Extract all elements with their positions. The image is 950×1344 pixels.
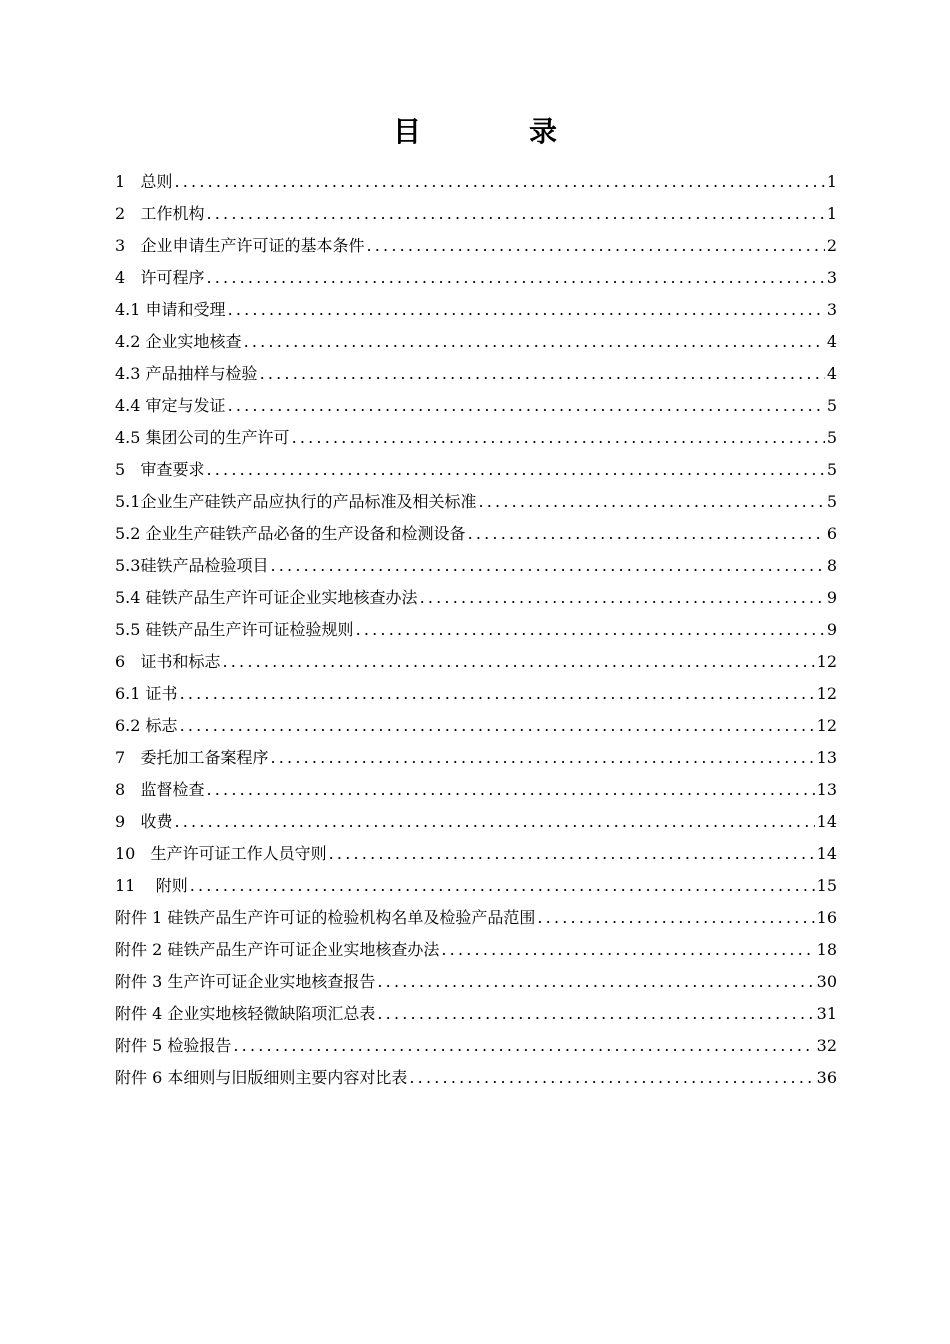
toc-entry-page-number: 14 xyxy=(816,844,837,863)
toc-dot-leader xyxy=(366,230,824,262)
toc-dot-leader xyxy=(292,422,825,454)
toc-dot-leader xyxy=(270,550,824,582)
toc-dot-leader xyxy=(468,518,825,550)
toc-entry-number: 5.3 xyxy=(115,556,141,575)
toc-entry-title: 企业实地核查 xyxy=(145,332,242,351)
toc-entry[interactable] xyxy=(115,774,837,806)
toc-entry-page-number: 12 xyxy=(816,716,837,735)
toc-entry[interactable] xyxy=(115,230,837,262)
toc-entry-number: 5.4 xyxy=(115,588,141,607)
toc-entry-number: 4.4 xyxy=(115,396,141,415)
toc-entry-title: 硅铁产品生产许可证企业实地核查办法 xyxy=(167,940,440,959)
toc-entry-title: 生产许可证工作人员守则 xyxy=(150,844,327,863)
toc-entry-number: 5.1 xyxy=(115,492,141,511)
toc-entry-page-number: 18 xyxy=(816,940,837,959)
toc-entry-gap xyxy=(125,774,140,806)
toc-entry[interactable] xyxy=(115,1030,837,1062)
toc-entry[interactable] xyxy=(115,966,837,998)
toc-entry-title: 审定与发证 xyxy=(145,396,226,415)
toc-dot-leader xyxy=(174,166,824,198)
toc-list xyxy=(115,166,837,1094)
toc-entry-page-number: 32 xyxy=(816,1036,837,1055)
toc-entry-gap xyxy=(125,198,140,230)
toc-entry-gap xyxy=(125,742,140,774)
toc-entry-number: 附件 1 xyxy=(115,908,163,927)
toc-entry[interactable] xyxy=(115,518,837,550)
toc-dot-leader xyxy=(478,486,824,518)
toc-entry-page-number: 15 xyxy=(816,876,837,895)
toc-entry-page-number: 5 xyxy=(826,428,837,447)
toc-entry[interactable] xyxy=(115,742,837,774)
toc-dot-leader xyxy=(270,742,814,774)
toc-dot-leader xyxy=(228,294,825,326)
toc-entry-title: 证书 xyxy=(145,684,178,703)
toc-entry-number: 6.1 xyxy=(115,684,141,703)
toc-entry-title: 标志 xyxy=(145,716,178,735)
toc-entry-page-number: 13 xyxy=(816,748,837,767)
toc-entry[interactable] xyxy=(115,390,837,422)
toc-entry-number: 4.2 xyxy=(115,332,141,351)
toc-entry-title: 集团公司的生产许可 xyxy=(145,428,290,447)
toc-dot-leader xyxy=(190,870,815,902)
toc-entry-page-number: 4 xyxy=(826,364,837,383)
toc-entry-title: 硅铁产品生产许可证企业实地核查办法 xyxy=(145,588,418,607)
toc-entry-page-number: 9 xyxy=(826,620,837,639)
toc-entry-page-number: 31 xyxy=(816,1004,837,1023)
toc-entry-gap xyxy=(135,838,150,870)
toc-entry-number: 8 xyxy=(115,780,126,799)
toc-entry-title: 企业申请生产许可证的基本条件 xyxy=(140,236,365,255)
toc-entry-title: 生产许可证企业实地核查报告 xyxy=(167,972,376,991)
toc-entry[interactable] xyxy=(115,998,837,1030)
toc-entry-gap xyxy=(135,870,155,902)
toc-entry-number: 9 xyxy=(115,812,126,831)
toc-entry-gap xyxy=(125,806,140,838)
toc-entry-number: 6.2 xyxy=(115,716,141,735)
toc-entry-number: 6 xyxy=(115,652,126,671)
toc-entry-number: 附件 4 xyxy=(115,1004,163,1023)
toc-entry-title: 企业生产硅铁产品必备的生产设备和检测设备 xyxy=(145,524,466,543)
toc-entry-title: 监督检查 xyxy=(140,780,205,799)
toc-dot-leader xyxy=(356,614,825,646)
toc-entry-number: 4 xyxy=(115,268,126,287)
toc-entry[interactable] xyxy=(115,294,837,326)
toc-entry-page-number: 2 xyxy=(826,236,837,255)
toc-entry[interactable] xyxy=(115,806,837,838)
toc-entry[interactable] xyxy=(115,646,837,678)
toc-entry[interactable] xyxy=(115,614,837,646)
toc-entry-page-number: 8 xyxy=(826,556,837,575)
toc-dot-leader xyxy=(441,934,814,966)
toc-entry-gap xyxy=(125,262,140,294)
toc-entry-title: 产品抽样与检验 xyxy=(145,364,258,383)
toc-entry[interactable] xyxy=(115,550,837,582)
toc-entry-page-number: 3 xyxy=(826,268,837,287)
toc-entry-number: 4.1 xyxy=(115,300,141,319)
toc-entry[interactable] xyxy=(115,358,837,390)
toc-entry-number: 5 xyxy=(115,460,126,479)
toc-entry-title: 硅铁产品检验项目 xyxy=(140,556,269,575)
toc-dot-leader xyxy=(206,454,824,486)
toc-entry[interactable] xyxy=(115,1062,837,1094)
toc-entry[interactable] xyxy=(115,678,837,710)
toc-entry-page-number: 5 xyxy=(826,492,837,511)
toc-entry-gap xyxy=(125,454,140,486)
toc-entry-number: 附件 3 xyxy=(115,972,163,991)
toc-entry-title: 企业实地核轻微缺陷项汇总表 xyxy=(167,1004,376,1023)
toc-dot-leader xyxy=(329,838,815,870)
toc-dot-leader xyxy=(377,966,814,998)
toc-dot-leader xyxy=(206,198,824,230)
toc-entry-gap xyxy=(125,166,140,198)
toc-entry-page-number: 4 xyxy=(826,332,837,351)
toc-entry-number: 4.3 xyxy=(115,364,141,383)
toc-dot-leader xyxy=(233,1030,814,1062)
toc-dot-leader xyxy=(228,390,825,422)
toc-entry-number: 10 xyxy=(115,844,136,863)
toc-entry-title: 硅铁产品生产许可证检验规则 xyxy=(145,620,354,639)
toc-entry-number: 4.5 xyxy=(115,428,141,447)
toc-dot-leader xyxy=(409,1062,814,1094)
toc-dot-leader xyxy=(206,262,824,294)
toc-entry-page-number: 36 xyxy=(816,1068,837,1087)
toc-entry[interactable] xyxy=(115,422,837,454)
toc-entry-page-number: 1 xyxy=(826,172,837,191)
toc-entry-number: 3 xyxy=(115,236,126,255)
toc-entry-page-number: 6 xyxy=(826,524,837,543)
toc-entry-page-number: 14 xyxy=(816,812,837,831)
toc-dot-leader xyxy=(377,998,814,1030)
toc-entry-title: 总则 xyxy=(140,172,173,191)
toc-entry[interactable] xyxy=(115,262,837,294)
toc-entry-number: 7 xyxy=(115,748,126,767)
toc-entry-page-number: 13 xyxy=(816,780,837,799)
toc-entry-gap xyxy=(125,230,140,262)
toc-dot-leader xyxy=(174,806,814,838)
toc-entry-page-number: 3 xyxy=(826,300,837,319)
toc-entry-page-number: 12 xyxy=(816,652,837,671)
toc-entry-page-number: 5 xyxy=(826,396,837,415)
toc-entry[interactable] xyxy=(115,582,837,614)
toc-entry-gap xyxy=(125,646,140,678)
toc-entry-title: 许可程序 xyxy=(140,268,205,287)
toc-entry-title: 硅铁产品生产许可证的检验机构名单及检验产品范围 xyxy=(167,908,536,927)
toc-dot-leader xyxy=(420,582,825,614)
toc-entry-number: 11 xyxy=(115,876,136,895)
toc-entry-title: 本细则与旧版细则主要内容对比表 xyxy=(167,1068,408,1087)
toc-entry-page-number: 1 xyxy=(826,204,837,223)
toc-entry-number: 2 xyxy=(115,204,126,223)
toc-entry[interactable] xyxy=(115,902,837,934)
toc-entry[interactable] xyxy=(115,326,837,358)
toc-entry-title: 附则 xyxy=(155,876,188,895)
toc-entry[interactable] xyxy=(115,486,837,518)
toc-dot-leader xyxy=(244,326,825,358)
toc-entry-page-number: 12 xyxy=(816,684,837,703)
toc-entry[interactable] xyxy=(115,710,837,742)
toc-entry-title: 企业生产硅铁产品应执行的产品标准及相关标准 xyxy=(140,492,477,511)
toc-entry-title: 申请和受理 xyxy=(145,300,226,319)
toc-entry[interactable] xyxy=(115,838,837,870)
toc-entry-number: 1 xyxy=(115,172,126,191)
toc-title: 目 录 xyxy=(392,115,597,148)
toc-entry-title: 委托加工备案程序 xyxy=(140,748,269,767)
toc-entry[interactable] xyxy=(115,166,837,198)
toc-entry-title: 证书和标志 xyxy=(140,652,221,671)
toc-entry[interactable] xyxy=(115,454,837,486)
toc-entry-title: 收费 xyxy=(140,812,173,831)
toc-dot-leader xyxy=(180,678,815,710)
toc-entry-number: 5.5 xyxy=(115,620,141,639)
toc-entry-number: 附件 5 xyxy=(115,1036,163,1055)
toc-entry-title: 工作机构 xyxy=(140,204,205,223)
toc-dot-leader xyxy=(180,710,815,742)
toc-entry[interactable] xyxy=(115,934,837,966)
toc-entry-number: 附件 2 xyxy=(115,940,163,959)
toc-entry[interactable] xyxy=(115,198,837,230)
toc-entry-page-number: 16 xyxy=(816,908,837,927)
toc-entry-number: 附件 6 xyxy=(115,1068,163,1087)
toc-entry-page-number: 30 xyxy=(816,972,837,991)
toc-entry[interactable] xyxy=(115,870,837,902)
toc-dot-leader xyxy=(206,774,814,806)
toc-entry-number: 5.2 xyxy=(115,524,141,543)
toc-entry-title: 审查要求 xyxy=(140,460,205,479)
toc-dot-leader xyxy=(260,358,825,390)
toc-entry-page-number: 9 xyxy=(826,588,837,607)
toc-dot-leader xyxy=(222,646,814,678)
toc-dot-leader xyxy=(537,902,814,934)
toc-entry-title: 检验报告 xyxy=(167,1036,232,1055)
toc-entry-page-number: 5 xyxy=(826,460,837,479)
